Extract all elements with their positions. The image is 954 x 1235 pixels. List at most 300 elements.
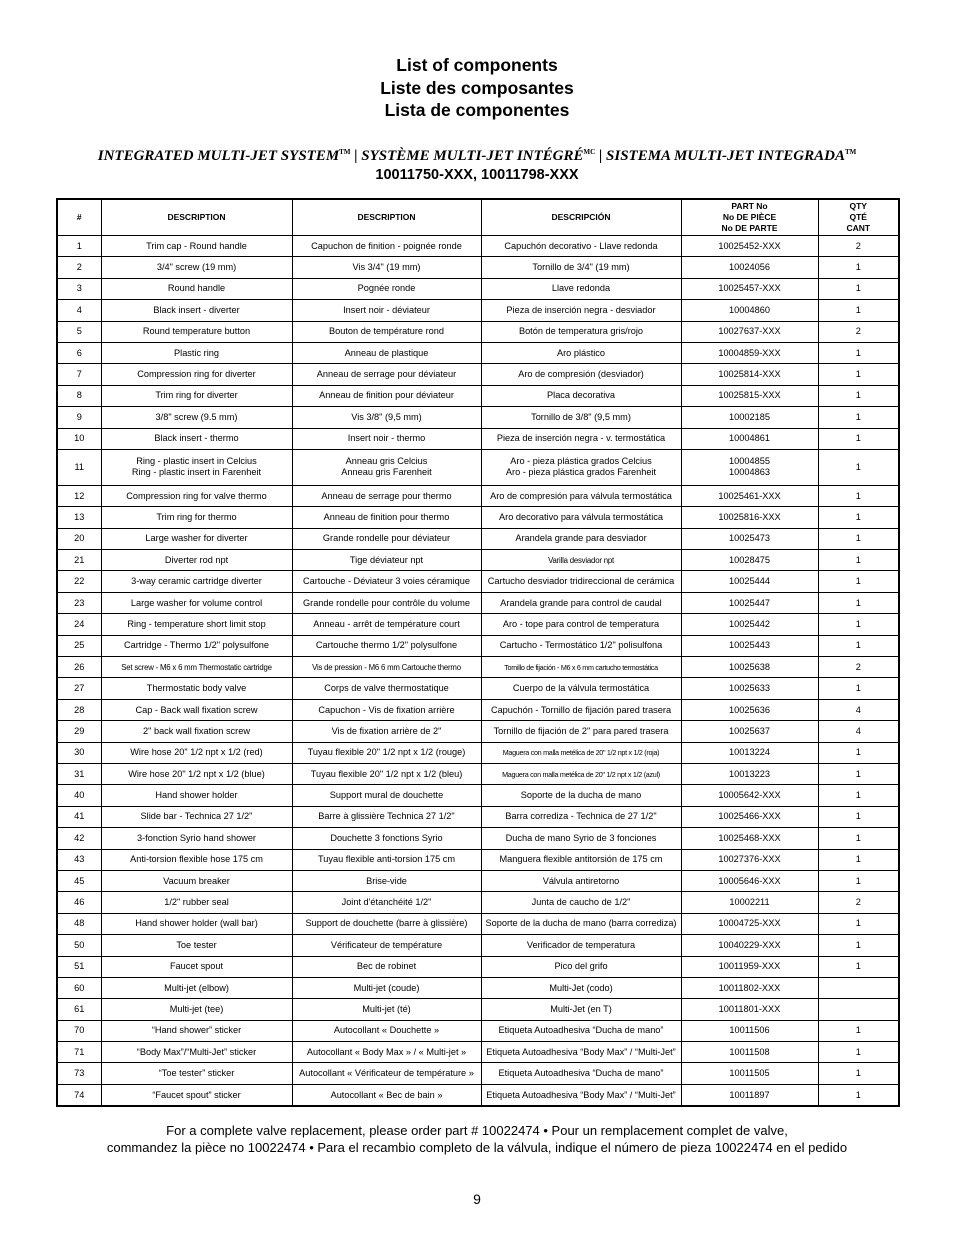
cell-description-en-text: Diverter rod npt <box>164 554 229 565</box>
cell-description-en <box>101 407 292 428</box>
cell-quantity <box>818 635 899 656</box>
cell-number-text: 42 <box>74 832 85 843</box>
cell-quantity <box>818 828 899 849</box>
cell-number <box>57 935 101 956</box>
cell-description-fr-text: Cartouche - Déviateur 3 voies céramique <box>303 576 470 587</box>
cell-description-fr-text: Multi-jet (té) <box>362 1003 411 1014</box>
system-name <box>0 148 954 165</box>
table-row <box>57 699 899 720</box>
table-row <box>57 300 899 321</box>
cell-part-number-text: 10025814-XXX <box>718 369 781 380</box>
cell-quantity-text: 1 <box>855 747 861 758</box>
cell-part-number <box>681 1063 818 1084</box>
cell-description-es-text: Tornillo de fijación de 2" para pared trasera <box>493 725 669 736</box>
cell-description-fr-text: Capuchon de finition - poignée ronde <box>311 240 462 251</box>
cell-number-text: 43 <box>74 854 85 865</box>
cell-part-number-text: 10028475 <box>729 554 770 565</box>
cell-number <box>57 550 101 571</box>
cell-description-en-text: “Hand shower” sticker <box>151 1025 242 1036</box>
cell-description-en-text: Compression ring for valve thermo <box>126 490 267 501</box>
cell-description-en <box>101 678 292 699</box>
cell-description-en <box>101 364 292 385</box>
cell-description-fr-text: Autocollant « Bec de bain » <box>330 1089 443 1100</box>
cell-quantity <box>818 699 899 720</box>
header-part-es: No DE PARTE <box>721 223 778 233</box>
cell-description-fr <box>292 956 481 977</box>
cell-description-es <box>481 935 681 956</box>
cell-description-fr <box>292 236 481 257</box>
cell-description-fr-text: Barre à glissière Technica 27 1/2" <box>318 811 455 822</box>
cell-part-number <box>681 892 818 913</box>
cell-description-fr-text: Grande rondelle pour déviateur <box>322 533 451 544</box>
cell-part-number <box>681 742 818 763</box>
table-row <box>57 999 899 1020</box>
cell-quantity-text: 1 <box>855 811 861 822</box>
cell-description-fr <box>292 257 481 278</box>
cell-part-number-text: 10013223 <box>729 768 770 779</box>
cell-number-text: 12 <box>74 490 85 501</box>
cell-number <box>57 571 101 592</box>
cell-description-en-text: Trim ring for diverter <box>155 390 238 401</box>
cell-description-es <box>481 528 681 549</box>
header-part-fr: No DE PIÈCE <box>722 212 777 222</box>
cell-part-number <box>681 699 818 720</box>
cell-description-en <box>101 785 292 806</box>
separator: | <box>598 148 603 164</box>
cell-description-es <box>481 364 681 385</box>
cell-quantity-text: 1 <box>855 640 861 651</box>
cell-description-es-text: Aro - tope para control de temperatura <box>502 618 660 629</box>
cell-description-es <box>481 257 681 278</box>
cell-description-en <box>101 614 292 635</box>
cell-description-en-text: Thermostatic body valve <box>146 683 247 694</box>
cell-description-en <box>101 635 292 656</box>
cell-part-number-text: 10011897 <box>729 1089 770 1100</box>
cell-number-text: 48 <box>74 918 85 929</box>
table-row <box>57 657 899 678</box>
cell-description-en-text: “Faucet spout” sticker <box>152 1089 241 1100</box>
cell-quantity-text: 1 <box>855 683 861 694</box>
cell-number <box>57 657 101 678</box>
cell-description-es-text: Tornillo de 3/4" (19 mm) <box>532 262 630 273</box>
cell-number-text: 26 <box>74 661 85 672</box>
cell-part-number-text: 10011505 <box>729 1068 770 1079</box>
cell-quantity <box>818 407 899 428</box>
cell-part-number-text: 10004861 <box>729 433 770 444</box>
cell-description-fr <box>292 528 481 549</box>
cell-quantity-text: 2 <box>855 240 861 251</box>
cell-description-fr-text: Tuyau flexible 20" 1/2 npt x 1/2 (rouge) <box>307 747 466 758</box>
cell-description-fr <box>292 849 481 870</box>
cell-part-number <box>681 828 818 849</box>
table-row <box>57 257 899 278</box>
header-description-es: DESCRIPCIÓN <box>481 199 681 236</box>
cell-description-fr-text: Insert noir - thermo <box>347 433 426 444</box>
cell-description-es <box>481 507 681 528</box>
cell-part-number-text: 10025473 <box>729 533 770 544</box>
cell-number <box>57 236 101 257</box>
cell-number <box>57 635 101 656</box>
cell-description-fr <box>292 407 481 428</box>
cell-description-es-text: Junta de caucho de 1/2" <box>531 897 631 908</box>
cell-quantity <box>818 428 899 449</box>
table-row <box>57 449 899 485</box>
cell-description-fr <box>292 428 481 449</box>
cell-description-es-text: Varilla desviador npt <box>548 555 614 565</box>
cell-description-fr-text: Support mural de douchette <box>329 790 444 801</box>
title-fr: Liste des composantes <box>380 77 574 98</box>
cell-description-fr <box>292 828 481 849</box>
table-row <box>57 763 899 784</box>
cell-description-es-text: Cuerpo de la válvula termostática <box>512 683 650 694</box>
cell-description-es <box>481 678 681 699</box>
cell-number <box>57 892 101 913</box>
cell-description-fr <box>292 550 481 571</box>
cell-description-en-text: Slide bar - Technica 27 1/2" <box>140 811 253 822</box>
cell-part-number <box>681 1020 818 1041</box>
cell-quantity-text: 4 <box>855 704 861 715</box>
cell-description-es-text: Arandela grande para control de caudal <box>500 597 662 608</box>
cell-description-en-text: Round temperature button <box>142 326 251 337</box>
cell-number <box>57 278 101 299</box>
table-row <box>57 828 899 849</box>
cell-description-en-text: Wire hose 20" 1/2 npt x 1/2 (blue) <box>128 768 265 779</box>
cell-description-fr <box>292 507 481 528</box>
cell-number-text: 60 <box>74 982 85 993</box>
cell-quantity <box>818 870 899 891</box>
cell-number-text: 1 <box>76 240 82 251</box>
cell-description-fr-text: Douchette 3 fonctions Syrio <box>330 832 443 843</box>
cell-part-number-text: 10005646-XXX <box>718 875 781 886</box>
cell-quantity-text: 1 <box>855 875 861 886</box>
cell-description-en-text: Multi-jet (elbow) <box>164 982 229 993</box>
cell-number <box>57 364 101 385</box>
cell-number <box>57 763 101 784</box>
cell-number-text: 3 <box>76 283 82 294</box>
cell-description-es-text: Arandela grande para desviador <box>515 533 647 544</box>
cell-part-number-text: 10025452-XXX <box>718 240 781 251</box>
table-row <box>57 849 899 870</box>
cell-description-fr-text: Autocollant « Body Max » / « Multi-jet » <box>306 1046 467 1057</box>
cell-part-number <box>681 935 818 956</box>
cell-description-es <box>481 785 681 806</box>
cell-description-en <box>101 935 292 956</box>
cell-part-number <box>681 528 818 549</box>
cell-part-number-text: 10040229-XXX <box>718 939 781 950</box>
cell-number <box>57 1020 101 1041</box>
cell-quantity-text: 1 <box>855 411 861 422</box>
cell-description-en <box>101 485 292 506</box>
table-row <box>57 1020 899 1041</box>
cell-description-en <box>101 956 292 977</box>
cell-description-en-text: Large washer for diverter <box>145 533 248 544</box>
table-row <box>57 742 899 763</box>
cell-description-es <box>481 657 681 678</box>
cell-description-es-text: Soporte de la ducha de mano (barra corrediza) <box>485 918 677 929</box>
cell-quantity-text: 1 <box>855 790 861 801</box>
cell-description-es <box>481 428 681 449</box>
cell-description-es <box>481 956 681 977</box>
cell-description-es <box>481 999 681 1020</box>
cell-description-es-text: Aro decorativo para válvula termostática <box>499 511 663 522</box>
cell-number-text: 6 <box>76 347 82 358</box>
trademark-fr: MC <box>583 148 596 156</box>
cell-description-en <box>101 699 292 720</box>
cell-number-text: 13 <box>74 511 85 522</box>
cell-quantity <box>818 1063 899 1084</box>
cell-description-en-text: Round handle <box>167 283 226 294</box>
table-row <box>57 528 899 549</box>
table-row <box>57 892 899 913</box>
cell-part-number <box>681 956 818 977</box>
table-header-row <box>57 199 899 236</box>
cell-description-es <box>481 763 681 784</box>
cell-part-number <box>681 485 818 506</box>
cell-part-number-text: 10011508 <box>729 1046 770 1057</box>
cell-part-number-text: 10004855 <box>729 456 770 467</box>
cell-description-es-text: Ducha de mano Syrio de 3 fonciones <box>505 832 657 843</box>
cell-number-text: 70 <box>74 1025 85 1036</box>
cell-quantity <box>818 935 899 956</box>
cell-description-es <box>481 977 681 998</box>
cell-description-es-text: Etiqueta Autoadhesiva “Ducha de mano” <box>498 1025 664 1036</box>
cell-part-number-text: 10025447 <box>729 597 770 608</box>
cell-quantity-text: 2 <box>855 661 861 672</box>
cell-quantity <box>818 592 899 613</box>
cell-description-fr-text: Anneau gris Celcius <box>345 456 428 467</box>
cell-description-es <box>481 1020 681 1041</box>
cell-description-en-text: Vacuum breaker <box>163 875 230 886</box>
cell-description-fr <box>292 699 481 720</box>
cell-description-es <box>481 407 681 428</box>
cell-number <box>57 699 101 720</box>
cell-description-es <box>481 385 681 406</box>
cell-description-es-text: Maguera con malla metélica de 20" 1/2 npt x 1/2 (azul) <box>502 769 660 779</box>
cell-description-en-text: 1/2" rubber seal <box>164 897 229 908</box>
cell-number <box>57 449 101 485</box>
cell-description-fr-text: Cartouche thermo 1/2" polysulfone <box>315 640 458 651</box>
system-name-fr: SYSTÈME MULTI-JET INTÉGRÉ <box>361 148 584 164</box>
cell-part-number <box>681 278 818 299</box>
cell-description-es <box>481 1042 681 1063</box>
cell-part-number-text: 10025461-XXX <box>718 490 781 501</box>
cell-description-fr <box>292 913 481 934</box>
cell-description-en-text: 3-way ceramic cartridge diverter <box>131 576 262 587</box>
table-row <box>57 342 899 363</box>
table-row <box>57 571 899 592</box>
cell-description-fr <box>292 870 481 891</box>
cell-number-text: 30 <box>74 747 85 758</box>
cell-quantity-text: 1 <box>855 390 861 401</box>
cell-description-en-text: Ring - temperature short limit stop <box>127 618 266 629</box>
cell-description-en-text: Cartridge - Thermo 1/2" polysulfone <box>123 640 270 651</box>
cell-quantity-text: 1 <box>855 1089 861 1100</box>
cell-description-en <box>101 321 292 342</box>
cell-description-en <box>101 1063 292 1084</box>
cell-description-en <box>101 721 292 742</box>
cell-quantity-text: 2 <box>855 326 861 337</box>
cell-description-en-text: Trim ring for thermo <box>156 511 237 522</box>
cell-quantity-text: 1 <box>855 1046 861 1057</box>
cell-number <box>57 592 101 613</box>
cell-quantity-text: 1 <box>855 939 861 950</box>
cell-number <box>57 407 101 428</box>
cell-number <box>57 956 101 977</box>
cell-part-number <box>681 342 818 363</box>
cell-description-fr <box>292 892 481 913</box>
cell-description-fr-text: Corps de valve thermostatique <box>324 683 449 694</box>
table-row <box>57 278 899 299</box>
cell-description-en <box>101 1084 292 1106</box>
cell-description-en <box>101 278 292 299</box>
cell-number-text: 21 <box>74 554 85 565</box>
cell-description-fr <box>292 571 481 592</box>
cell-number-text: 24 <box>74 618 85 629</box>
cell-description-es-text: Pieza de inserción negra - v. termostática <box>496 433 666 444</box>
cell-part-number <box>681 913 818 934</box>
cell-part-number <box>681 507 818 528</box>
cell-number-text: 2 <box>76 262 82 273</box>
cell-quantity-text: 1 <box>855 461 861 472</box>
cell-quantity <box>818 278 899 299</box>
cell-quantity <box>818 678 899 699</box>
cell-part-number-text-line2: 10004863 <box>729 467 770 478</box>
cell-description-en-text: Faucet spout <box>169 961 224 972</box>
cell-part-number-text: 10027376-XXX <box>718 854 781 865</box>
trademark-es: TM <box>844 148 857 156</box>
table-row <box>57 385 899 406</box>
table-row <box>57 635 899 656</box>
cell-number <box>57 321 101 342</box>
table-row <box>57 1084 899 1106</box>
cell-description-en-text: Hand shower holder <box>155 790 238 801</box>
cell-quantity-text: 1 <box>855 597 861 608</box>
cell-quantity <box>818 999 899 1020</box>
cell-part-number-text: 10025442 <box>729 618 770 629</box>
cell-description-fr-text: Bec de robinet <box>356 961 417 972</box>
cell-number-text: 41 <box>74 811 85 822</box>
cell-quantity <box>818 571 899 592</box>
cell-quantity-text: 1 <box>855 511 861 522</box>
cell-description-es-text: Pieza de inserción negra - desviador <box>506 304 656 315</box>
cell-description-es-text: Cartucho - Termostático 1/2" polisulfona <box>499 640 663 651</box>
cell-quantity <box>818 385 899 406</box>
title-en: List of components <box>396 55 558 75</box>
table-row <box>57 428 899 449</box>
cell-description-es-text: Multi-Jet (codo) <box>549 982 613 993</box>
table-row <box>57 977 899 998</box>
cell-description-fr <box>292 321 481 342</box>
cell-description-en-text: Compression ring for diverter <box>137 369 256 380</box>
cell-quantity-text: 1 <box>855 262 861 273</box>
cell-part-number <box>681 550 818 571</box>
cell-part-number <box>681 1042 818 1063</box>
cell-number <box>57 977 101 998</box>
cell-description-fr-text: Multi-jet (coude) <box>353 982 420 993</box>
cell-quantity <box>818 977 899 998</box>
cell-description-en <box>101 528 292 549</box>
cell-quantity-text: 1 <box>855 576 861 587</box>
cell-number <box>57 428 101 449</box>
cell-description-es <box>481 721 681 742</box>
cell-description-en <box>101 657 292 678</box>
cell-quantity <box>818 785 899 806</box>
cell-description-en <box>101 300 292 321</box>
cell-quantity-text: 1 <box>855 1025 861 1036</box>
cell-description-fr <box>292 785 481 806</box>
cell-description-es <box>481 449 681 485</box>
cell-description-es-text: Cartucho desviador tridireccional de cerámica <box>487 576 675 587</box>
cell-number <box>57 806 101 827</box>
table-row <box>57 550 899 571</box>
cell-description-fr <box>292 485 481 506</box>
cell-description-fr-text: Tuyau flexible 20" 1/2 npt x 1/2 (bleu) <box>310 768 463 779</box>
cell-part-number <box>681 592 818 613</box>
replacement-note-line2: commandez la pièce no 10022474 • Para el recambio completo de la válvula, indique el número de pieza 10022474 en el pedido <box>106 1140 848 1155</box>
cell-description-en-text: Set screw - M6 x 6 mm Thermostatic cartridge <box>121 662 272 672</box>
cell-part-number-text: 10025815-XXX <box>718 390 781 401</box>
cell-number <box>57 742 101 763</box>
cell-description-fr <box>292 592 481 613</box>
cell-number-text: 61 <box>74 1003 85 1014</box>
cell-description-fr-text: Vérificateur de température <box>330 939 443 950</box>
cell-part-number <box>681 806 818 827</box>
cell-part-number <box>681 385 818 406</box>
cell-description-es-text-line2: Aro - pieza plástica grados Farenheit <box>505 467 657 478</box>
cell-quantity <box>818 507 899 528</box>
cell-number <box>57 870 101 891</box>
cell-quantity <box>818 806 899 827</box>
cell-number-text: 71 <box>74 1046 85 1057</box>
cell-description-fr-text: Autocollant « Douchette » <box>333 1025 440 1036</box>
cell-description-es-text: Aro de compresión (desviador) <box>518 369 644 380</box>
table-row <box>57 1042 899 1063</box>
cell-number-text: 50 <box>74 939 85 950</box>
cell-quantity-text: 1 <box>855 369 861 380</box>
cell-description-en <box>101 449 292 485</box>
cell-part-number <box>681 721 818 742</box>
cell-part-number-text: 10011801-XXX <box>718 1003 781 1014</box>
cell-description-fr <box>292 1063 481 1084</box>
cell-description-en-text: Toe tester <box>176 939 217 950</box>
cell-number <box>57 849 101 870</box>
cell-description-fr <box>292 300 481 321</box>
cell-part-number <box>681 849 818 870</box>
cell-quantity-text: 1 <box>855 768 861 779</box>
cell-description-fr <box>292 977 481 998</box>
cell-part-number <box>681 657 818 678</box>
cell-part-number-text: 10025444 <box>729 576 770 587</box>
cell-part-number-text: 10002211 <box>729 897 770 908</box>
cell-description-fr-text: Bouton de température rond <box>329 326 444 337</box>
cell-description-en-text: “Toe tester” sticker <box>158 1068 235 1079</box>
cell-description-en <box>101 257 292 278</box>
cell-description-fr-text: Anneau de serrage pour thermo <box>321 490 452 501</box>
system-name-es: SISTEMA MULTI-JET INTEGRADA <box>606 148 845 164</box>
cell-description-es-text: Capuchón - Tornillo de fijación pared trasera <box>490 704 672 715</box>
cell-description-es-text: Aro de compresión para válvula termostática <box>490 490 672 501</box>
cell-number-text: 73 <box>74 1068 85 1079</box>
cell-quantity-text: 1 <box>855 961 861 972</box>
cell-quantity <box>818 550 899 571</box>
cell-quantity <box>818 1084 899 1106</box>
cell-number-text: 74 <box>74 1089 85 1100</box>
cell-description-en-text: Hand shower holder (wall bar) <box>135 918 258 929</box>
cell-quantity <box>818 721 899 742</box>
cell-quantity-text: 1 <box>855 618 861 629</box>
cell-description-fr <box>292 278 481 299</box>
cell-part-number <box>681 257 818 278</box>
